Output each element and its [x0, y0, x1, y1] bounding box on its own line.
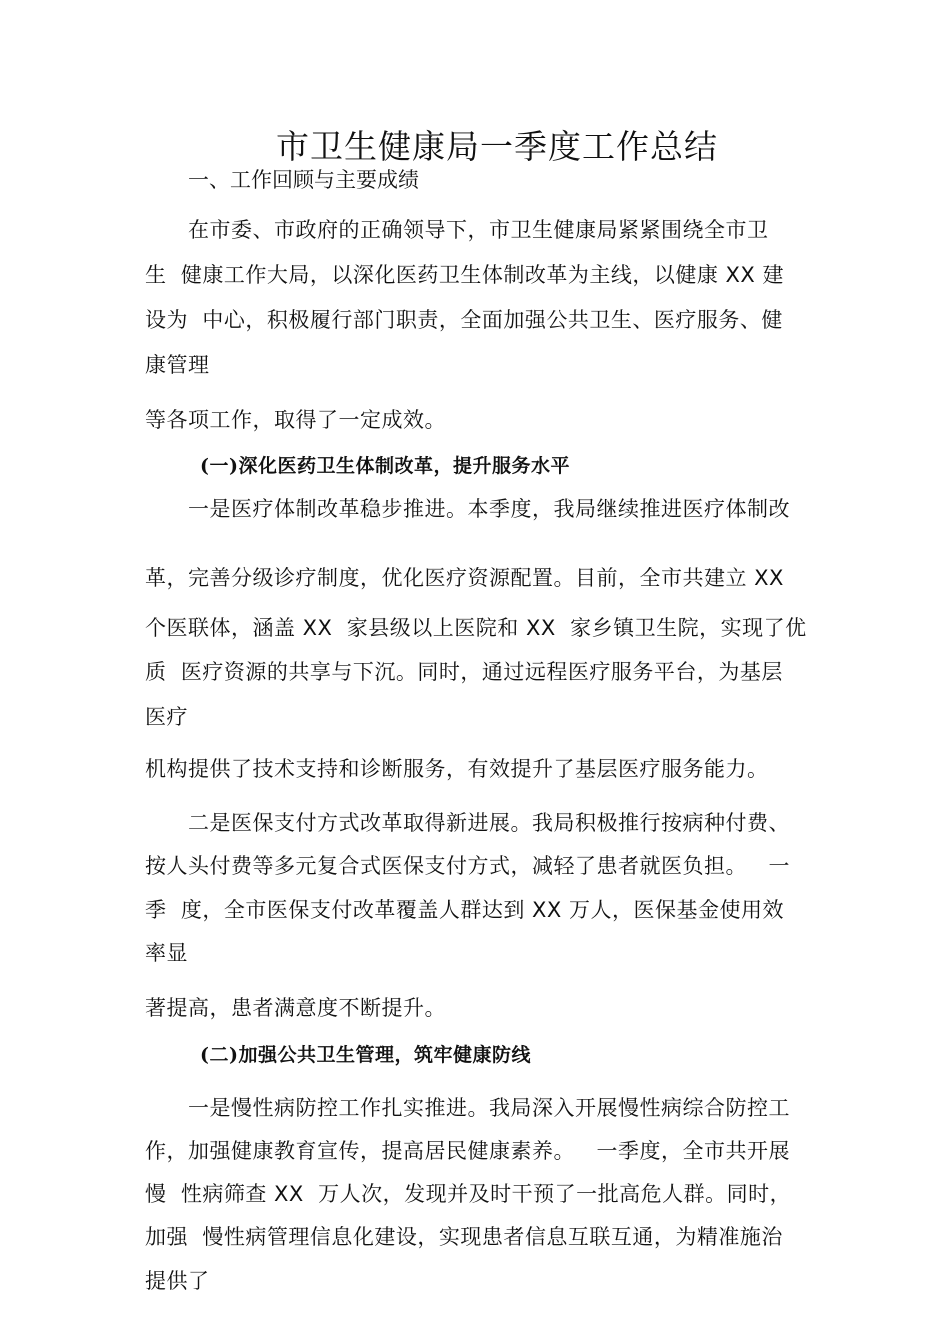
paragraph-line: 二是医保支付方式改革取得新进展。我局积极推行按病种付费、	[188, 811, 790, 835]
paragraph-line: 在市委、市政府的正确领导下，市卫生健康局紧紧围绕全市卫	[188, 218, 769, 242]
paragraph-line: 率显	[145, 941, 188, 965]
paragraph-line: 个医联体，涵盖 XX 家县级以上医院和 XX 家乡镇卫生院，实现了优	[145, 616, 807, 640]
paragraph-line: 设为 中心，积极履行部门职责，全面加强公共卫生、医疗服务、健	[145, 308, 783, 332]
document-title: 市卫生健康局一季度工作总结	[276, 127, 718, 166]
paragraph-line: 等各项工作，取得了一定成效。	[145, 408, 446, 432]
paragraph-line: 按人头付费等多元复合式医保支付方式，减轻了患者就医负担。 一	[145, 854, 791, 878]
paragraph-line: 革，完善分级诊疗制度，优化医疗资源配置。目前，全市共建立 XX	[145, 566, 784, 590]
paragraph-line: 著提高，患者满意度不断提升。	[145, 996, 446, 1020]
paragraph-line: 慢 性病筛查 XX 万人次，发现并及时干预了一批高危人群。同时，	[145, 1182, 792, 1206]
section-heading-1: 一、工作回顾与主要成绩	[188, 168, 419, 192]
paragraph-line: 季 度，全市医保支付改革覆盖人群达到 XX 万人，医保基金使用效	[145, 898, 784, 922]
paragraph-line: 质 医疗资源的共享与下沉。同时，通过远程医疗服务平台，为基层	[145, 660, 783, 684]
paragraph-line: 提供了	[145, 1269, 210, 1293]
paragraph-line: 康管理	[145, 353, 210, 377]
paragraph-line: 作，加强健康教育宣传，提高居民健康素养。 一季度，全市共开展	[145, 1139, 791, 1163]
paragraph-line: 一是慢性病防控工作扎实推进。我局深入开展慢性病综合防控工	[188, 1096, 790, 1120]
subsection-heading-1: (一)深化医药卫生体制改革，提升服务水平	[200, 455, 570, 477]
paragraph-line: 一是医疗体制改革稳步推进。本季度，我局继续推进医疗体制改	[188, 497, 790, 521]
paragraph-line: 加强 慢性病管理信息化建设，实现患者信息互联互通，为精准施治	[145, 1225, 783, 1249]
paragraph-line: 机构提供了技术支持和诊断服务，有效提升了基层医疗服务能力。	[145, 757, 769, 781]
subsection-heading-2: (二)加强公共卫生管理，筑牢健康防线	[200, 1044, 531, 1066]
paragraph-line: 生 健康工作大局，以深化医药卫生体制改革为主线，以健康 XX 建	[145, 263, 784, 287]
paragraph-line: 医疗	[145, 705, 188, 729]
